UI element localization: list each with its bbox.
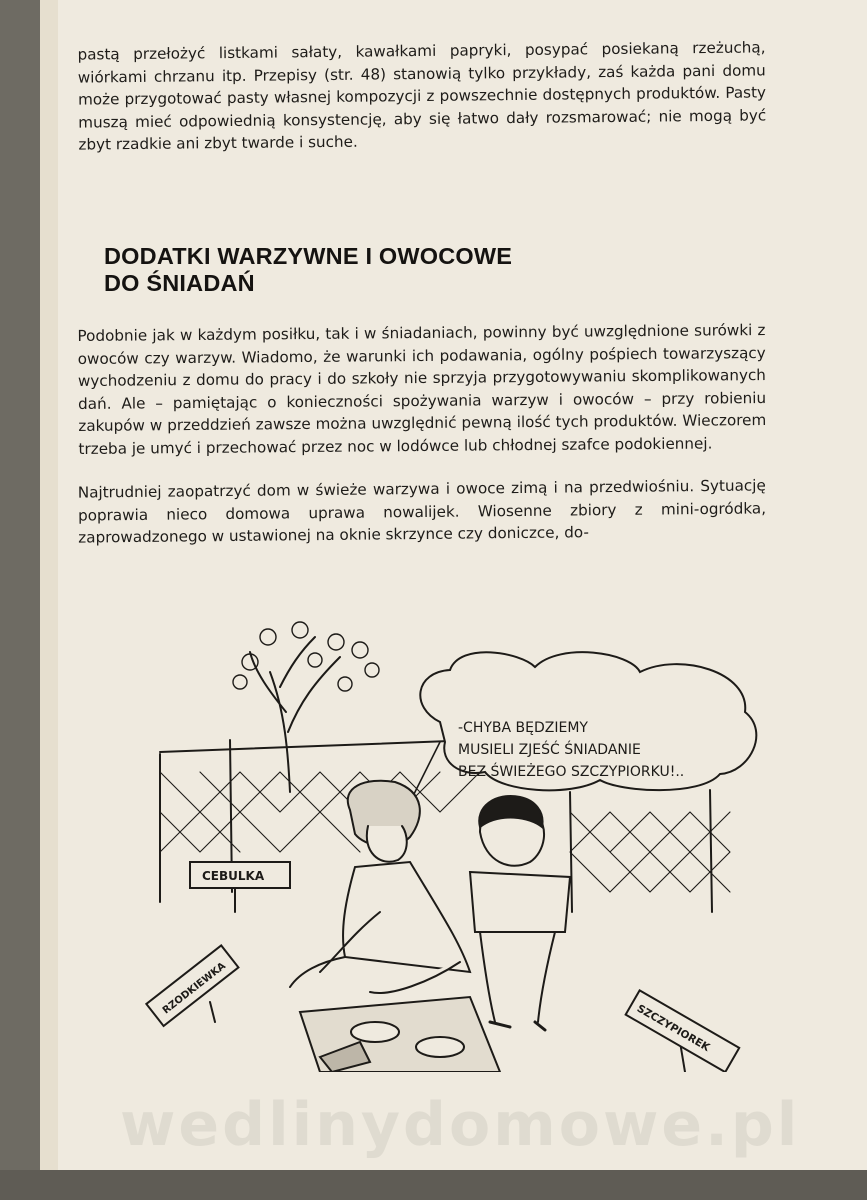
watermark: wedlinydomowe.pl [120, 1090, 801, 1160]
intro-paragraph: pastą przełożyć listkami sałaty, kawałkami papryki, posypać posiekaną rzeżuchą, wiórkami chrzanu itp. Przepisy (str. 48) stanowią tylko przykłady, zaś każda pani domu może przygotować pasty własnej kompozycji z powszechnie dostępnych produktów. Pasty muszą mieć odpowiednią konsystencję, aby się łatwo dały rozsmarować; nie mogą być zbyt rzadkie ani zbyt twarde i suche. [77, 38, 767, 154]
heading-line-2: DO ŚNIADAŃ [104, 270, 255, 296]
body-paragraph-2: Najtrudniej zaopatrzyć dom w świeże warzywa i owoce zimą i na przedwiośniu. Sytuację poprawia nieco domowa uprawa nowalijek. Wiosenne zbiory z mini-ogródka, zaprowadzonego w ustawionej na oknie skrzynce czy doniczce, do- [77, 476, 767, 547]
body-paragraph-1: Podobnie jak w każdym posiłku, tak i w śniadaniach, powinny być uwzględnione surówki z owoców czy warzyw. Wiadomo, że warunki ich podawania, ogólny pośpiech towarzyszący wychodzeniu z domu do pracy i do szkoły nie sprzyja przygotowywaniu skomplikowanych dań. Ale – pamiętając o konieczności spożywania warzyw i owoców – przy robieniu zakupów w przeddzień zawsze można uwzględnić pewną ilość tych produktów. Wieczorem trzeba je umyć i przechować przez noc w lodówce lub chłodnej szafce podokiennej. [77, 321, 767, 458]
cartoon-illustration [140, 612, 770, 1072]
sign-cebulka-label: CEBULKA [202, 869, 265, 883]
sign-szczypiorek-label: SZCZYPIOREK [634, 1002, 712, 1054]
speech-line-3: BEZ ŚWIEŻEGO SZCZYPIORKU!.. [458, 764, 685, 780]
heading-line-1: DODATKI WARZYWNE I OWOCOWE [104, 243, 513, 269]
sign-rzodkiewka-label: RZODKIEWKA [160, 960, 228, 1017]
scan-edge [0, 1170, 867, 1200]
section-heading [104, 243, 624, 297]
man-figure [470, 796, 570, 1030]
tree [233, 622, 379, 792]
woman-figure [290, 781, 470, 993]
speech-line-1: -CHYBA BĘDZIEMY [458, 720, 588, 736]
picnic-blanket [300, 997, 500, 1072]
speech-line-2: MUSIELI ZJEŚĆ ŚNIADANIE [458, 742, 641, 758]
